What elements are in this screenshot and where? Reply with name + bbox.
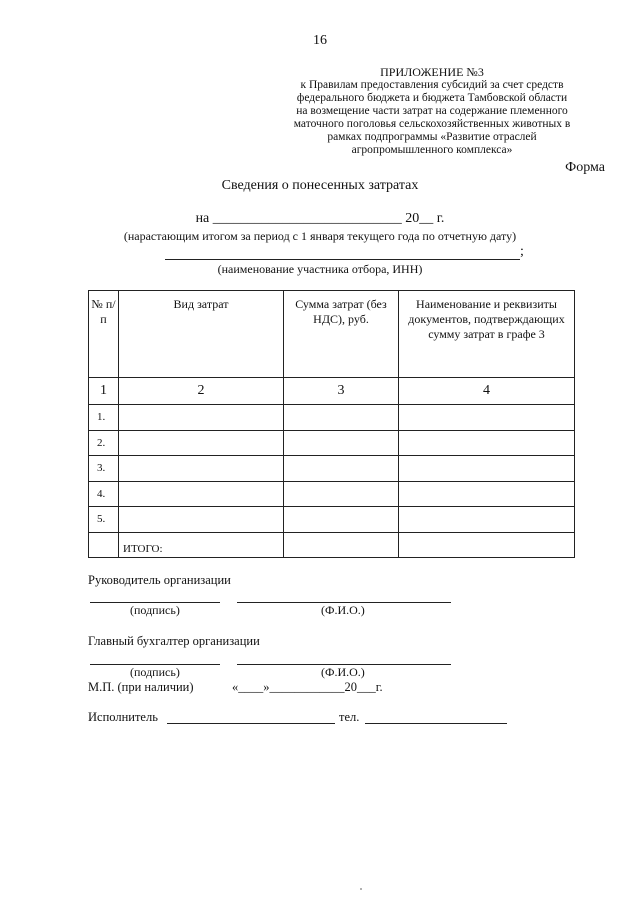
appendix-title: ПРИЛОЖЕНИЕ №3 bbox=[380, 65, 484, 79]
appendix-line: рамках подпрограммы «Развитие отраслей bbox=[327, 131, 537, 143]
form-label: Форма bbox=[565, 160, 605, 175]
total-documents-cell[interactable] bbox=[399, 532, 575, 558]
header-expense-type: Вид затрат bbox=[119, 291, 284, 378]
column-number-row bbox=[89, 378, 575, 405]
appendix-line: на возмещение части затрат на содержание племенного bbox=[296, 105, 568, 117]
total-number-cell bbox=[89, 532, 119, 558]
table-row bbox=[89, 456, 575, 482]
scan-dot bbox=[360, 888, 362, 890]
table-row bbox=[89, 430, 575, 456]
period-note: (нарастающим итогом за период с 1 января текущего года по отчетную дату) bbox=[123, 229, 517, 243]
accountant-name-caption: (Ф.И.О.) bbox=[321, 665, 365, 679]
amount-cell[interactable] bbox=[284, 405, 399, 431]
accountant-title: Главный бухгалтер организации bbox=[88, 634, 260, 648]
column-number: 4 bbox=[399, 378, 575, 405]
executor-label: Исполнитель bbox=[88, 710, 158, 724]
participant-blank bbox=[165, 245, 520, 260]
documents-cell[interactable] bbox=[399, 456, 575, 482]
amount-cell[interactable] bbox=[284, 456, 399, 482]
expense-type-cell[interactable] bbox=[119, 456, 284, 482]
documents-cell[interactable] bbox=[399, 481, 575, 507]
documents-cell[interactable] bbox=[399, 507, 575, 533]
total-amount-cell[interactable] bbox=[284, 532, 399, 558]
table-row bbox=[89, 507, 575, 533]
row-number: 3. bbox=[89, 456, 119, 482]
document-title: Сведения о понесенных затратах bbox=[221, 178, 419, 193]
amount-cell[interactable] bbox=[284, 481, 399, 507]
seal-label: М.П. (при наличии) bbox=[88, 680, 194, 694]
expense-type-cell[interactable] bbox=[119, 430, 284, 456]
expense-type-cell[interactable] bbox=[119, 481, 284, 507]
total-label: ИТОГО: bbox=[119, 532, 284, 558]
appendix-header bbox=[262, 66, 602, 157]
appendix-line: маточного поголовья сельскохозяйственных животных в bbox=[293, 118, 571, 130]
column-number: 3 bbox=[284, 378, 399, 405]
table-row bbox=[89, 405, 575, 431]
expenses-table bbox=[88, 290, 575, 558]
appendix-line: агропромышленного комплекса» bbox=[351, 144, 513, 156]
header-documents: Наименование и реквизиты документов, подтверждающих сумму затрат в графе 3 bbox=[399, 291, 575, 378]
column-number: 1 bbox=[89, 378, 119, 405]
expense-type-cell[interactable] bbox=[119, 507, 284, 533]
table-header-row bbox=[89, 291, 575, 378]
executor-line[interactable] bbox=[167, 723, 335, 724]
head-name-caption: (Ф.И.О.) bbox=[321, 603, 365, 617]
participant-field bbox=[165, 244, 524, 260]
amount-cell[interactable] bbox=[284, 507, 399, 533]
row-number: 5. bbox=[89, 507, 119, 533]
column-number: 2 bbox=[119, 378, 284, 405]
documents-cell[interactable] bbox=[399, 405, 575, 431]
amount-cell[interactable] bbox=[284, 430, 399, 456]
head-sign-caption: (подпись) bbox=[130, 603, 180, 617]
row-number: 1. bbox=[89, 405, 119, 431]
accountant-sign-caption: (подпись) bbox=[130, 665, 180, 679]
appendix-line: федерального бюджета и бюджета Тамбовской области bbox=[296, 92, 568, 104]
expense-type-cell[interactable] bbox=[119, 405, 284, 431]
participant-note: (наименование участника отбора, ИНН) bbox=[217, 262, 423, 276]
head-title: Руководитель организации bbox=[88, 573, 231, 587]
page-number: 16 bbox=[313, 33, 327, 48]
total-row bbox=[89, 532, 575, 558]
participant-semicolon: ; bbox=[520, 244, 524, 259]
header-amount: Сумма затрат (без НДС), руб. bbox=[284, 291, 399, 378]
phone-line[interactable] bbox=[365, 723, 507, 724]
signature-date: «____»____________20___г. bbox=[232, 680, 383, 694]
header-number: № п/п bbox=[89, 291, 119, 378]
report-date-line: на ___________________________ 20__ г. bbox=[195, 211, 445, 226]
appendix-line: к Правилам предоставления субсидий за счет средств bbox=[300, 79, 564, 91]
phone-label: тел. bbox=[339, 710, 360, 724]
row-number: 2. bbox=[89, 430, 119, 456]
table-row bbox=[89, 481, 575, 507]
documents-cell[interactable] bbox=[399, 430, 575, 456]
row-number: 4. bbox=[89, 481, 119, 507]
